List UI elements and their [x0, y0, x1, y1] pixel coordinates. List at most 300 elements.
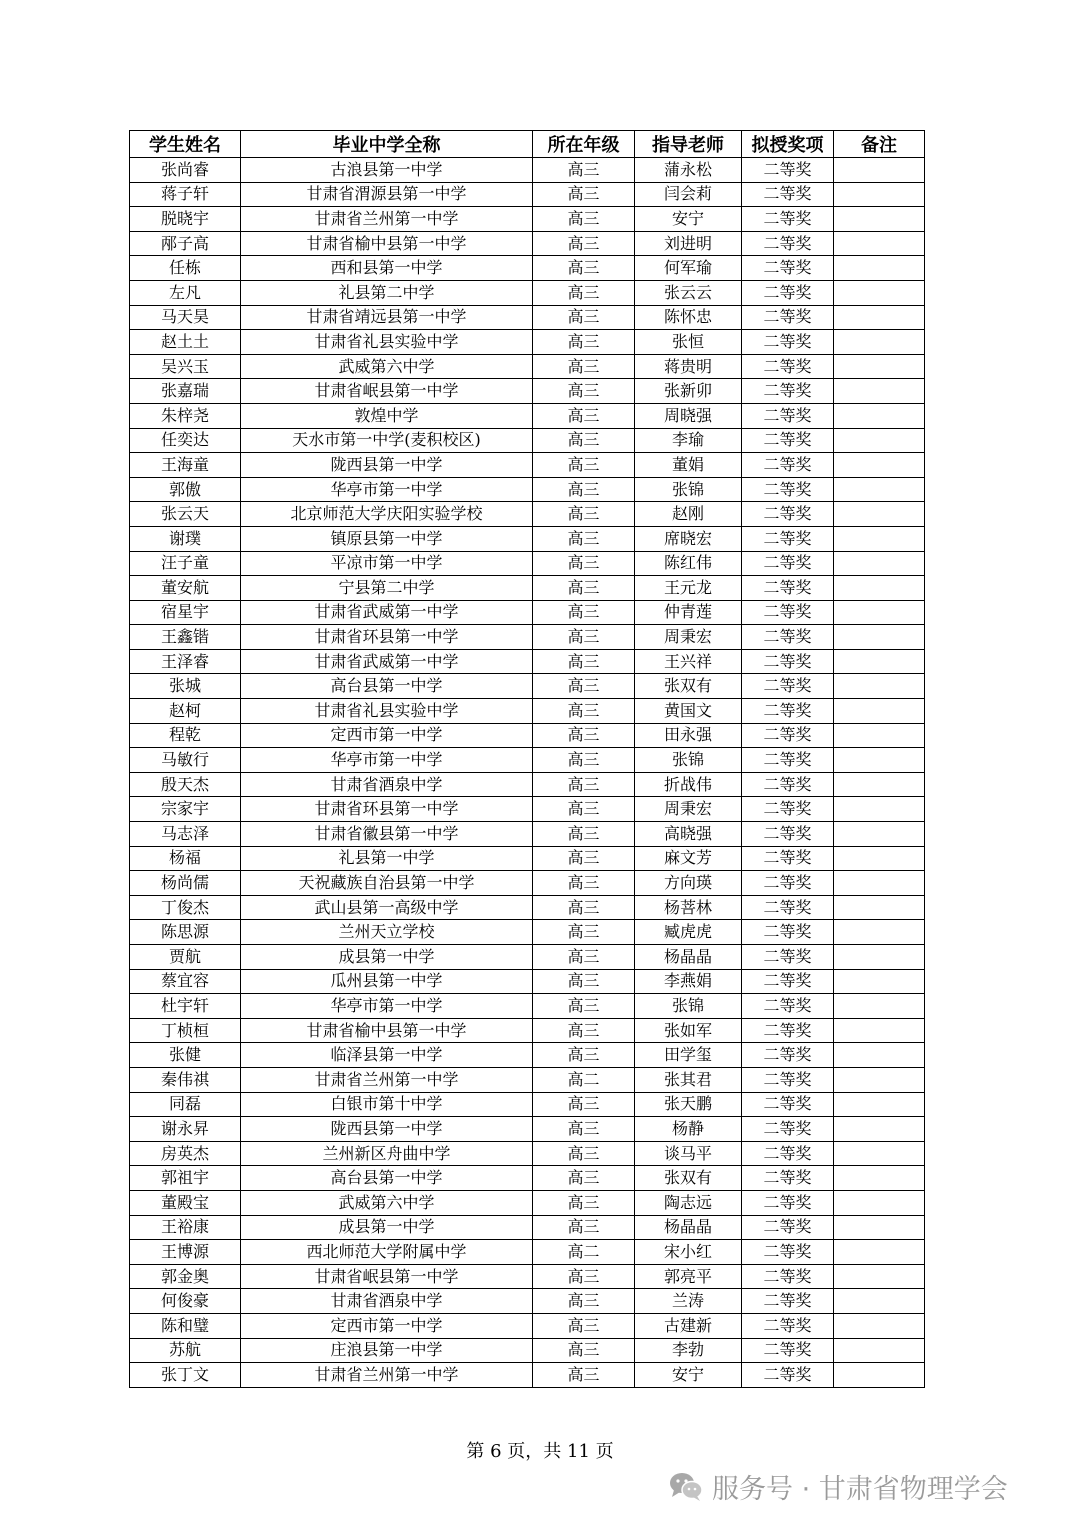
- cell-grade: 高三: [533, 1338, 635, 1363]
- cell-student-name: 杜宇轩: [130, 994, 241, 1019]
- cell-school: 武山县第一高级中学: [241, 895, 533, 920]
- watermark-text: 服务号 · 甘肃省物理学会: [712, 1473, 1008, 1505]
- cell-student-name: 陈思源: [130, 920, 241, 945]
- cell-grade: 高三: [533, 969, 635, 994]
- table-row: [130, 772, 925, 797]
- cell-school: 成县第一中学: [241, 1215, 533, 1240]
- table-row: [130, 379, 925, 404]
- cell-award: 二等奖: [742, 772, 834, 797]
- header-award: 拟授奖项: [742, 131, 834, 158]
- cell-remarks: [834, 1363, 925, 1388]
- cell-teacher: 刘进明: [635, 231, 742, 256]
- cell-student-name: 马志泽: [130, 822, 241, 847]
- cell-teacher: 陶志远: [635, 1190, 742, 1215]
- table-row: [130, 600, 925, 625]
- cell-remarks: [834, 551, 925, 576]
- cell-remarks: [834, 846, 925, 871]
- cell-award: 二等奖: [742, 1043, 834, 1068]
- cell-student-name: 董安航: [130, 576, 241, 601]
- cell-student-name: 苏航: [130, 1338, 241, 1363]
- cell-remarks: [834, 330, 925, 355]
- cell-school: 天水市第一中学(麦积校区): [241, 428, 533, 453]
- cell-student-name: 宗家宇: [130, 797, 241, 822]
- cell-student-name: 邴子高: [130, 231, 241, 256]
- cell-remarks: [834, 158, 925, 183]
- table-row: [130, 576, 925, 601]
- cell-award: 二等奖: [742, 1313, 834, 1338]
- table-row: [130, 231, 925, 256]
- cell-school: 华亭市第一中学: [241, 477, 533, 502]
- cell-school: 甘肃省酒泉中学: [241, 772, 533, 797]
- cell-school: 陇西县第一中学: [241, 453, 533, 478]
- cell-teacher: 周晓强: [635, 403, 742, 428]
- cell-grade: 高三: [533, 871, 635, 896]
- cell-remarks: [834, 699, 925, 724]
- cell-award: 二等奖: [742, 280, 834, 305]
- cell-student-name: 任栋: [130, 256, 241, 281]
- cell-award: 二等奖: [742, 1117, 834, 1142]
- table-row: [130, 280, 925, 305]
- cell-school: 甘肃省武威第一中学: [241, 600, 533, 625]
- cell-school: 高台县第一中学: [241, 674, 533, 699]
- cell-student-name: 郭金奥: [130, 1264, 241, 1289]
- cell-remarks: [834, 526, 925, 551]
- cell-grade: 高三: [533, 772, 635, 797]
- cell-student-name: 同磊: [130, 1092, 241, 1117]
- cell-teacher: 麻文芳: [635, 846, 742, 871]
- cell-grade: 高三: [533, 1166, 635, 1191]
- cell-student-name: 贾航: [130, 945, 241, 970]
- cell-teacher: 张天鹏: [635, 1092, 742, 1117]
- cell-grade: 高三: [533, 625, 635, 650]
- table-row: [130, 453, 925, 478]
- cell-remarks: [834, 649, 925, 674]
- cell-school: 高台县第一中学: [241, 1166, 533, 1191]
- cell-school: 甘肃省岷县第一中学: [241, 379, 533, 404]
- cell-remarks: [834, 797, 925, 822]
- cell-grade: 高三: [533, 920, 635, 945]
- cell-school: 武威第六中学: [241, 354, 533, 379]
- cell-school: 古浪县第一中学: [241, 158, 533, 183]
- table-row: [130, 625, 925, 650]
- cell-remarks: [834, 871, 925, 896]
- cell-school: 甘肃省靖远县第一中学: [241, 305, 533, 330]
- cell-school: 北京师范大学庆阳实验学校: [241, 502, 533, 527]
- cell-award: 二等奖: [742, 379, 834, 404]
- cell-school: 甘肃省兰州第一中学: [241, 1363, 533, 1388]
- cell-student-name: 吴兴玉: [130, 354, 241, 379]
- cell-school: 西和县第一中学: [241, 256, 533, 281]
- cell-remarks: [834, 403, 925, 428]
- cell-award: 二等奖: [742, 158, 834, 183]
- cell-grade: 高三: [533, 502, 635, 527]
- cell-student-name: 马天昊: [130, 305, 241, 330]
- cell-student-name: 蔡宜容: [130, 969, 241, 994]
- table-row: [130, 1117, 925, 1142]
- cell-award: 二等奖: [742, 649, 834, 674]
- cell-remarks: [834, 625, 925, 650]
- cell-student-name: 何俊豪: [130, 1289, 241, 1314]
- cell-remarks: [834, 748, 925, 773]
- cell-remarks: [834, 945, 925, 970]
- cell-student-name: 张健: [130, 1043, 241, 1068]
- cell-remarks: [834, 920, 925, 945]
- cell-grade: 高三: [533, 994, 635, 1019]
- cell-school: 甘肃省环县第一中学: [241, 625, 533, 650]
- cell-grade: 高三: [533, 699, 635, 724]
- cell-grade: 高二: [533, 1240, 635, 1265]
- cell-award: 二等奖: [742, 822, 834, 847]
- cell-award: 二等奖: [742, 1264, 834, 1289]
- table-row: [130, 1264, 925, 1289]
- cell-teacher: 杨菩林: [635, 895, 742, 920]
- cell-award: 二等奖: [742, 428, 834, 453]
- cell-award: 二等奖: [742, 1190, 834, 1215]
- cell-school: 甘肃省岷县第一中学: [241, 1264, 533, 1289]
- cell-award: 二等奖: [742, 969, 834, 994]
- cell-remarks: [834, 502, 925, 527]
- table-row: [130, 1067, 925, 1092]
- table-row: [130, 1338, 925, 1363]
- cell-grade: 高三: [533, 231, 635, 256]
- cell-student-name: 左凡: [130, 280, 241, 305]
- cell-school: 兰州天立学校: [241, 920, 533, 945]
- cell-grade: 高三: [533, 428, 635, 453]
- table-row: [130, 330, 925, 355]
- cell-school: 甘肃省兰州第一中学: [241, 207, 533, 232]
- cell-student-name: 秦伟祺: [130, 1067, 241, 1092]
- cell-grade: 高三: [533, 649, 635, 674]
- cell-grade: 高三: [533, 403, 635, 428]
- cell-grade: 高三: [533, 1018, 635, 1043]
- table-row: [130, 1313, 925, 1338]
- cell-grade: 高三: [533, 158, 635, 183]
- cell-award: 二等奖: [742, 231, 834, 256]
- cell-teacher: 黄国文: [635, 699, 742, 724]
- cell-remarks: [834, 1043, 925, 1068]
- cell-school: 临泽县第一中学: [241, 1043, 533, 1068]
- table-row: [130, 207, 925, 232]
- cell-grade: 高三: [533, 280, 635, 305]
- table-row: [130, 1240, 925, 1265]
- cell-teacher: 杨晶晶: [635, 945, 742, 970]
- cell-school: 武威第六中学: [241, 1190, 533, 1215]
- cell-award: 二等奖: [742, 699, 834, 724]
- cell-award: 二等奖: [742, 207, 834, 232]
- table-row: [130, 502, 925, 527]
- cell-teacher: 闫会莉: [635, 182, 742, 207]
- cell-remarks: [834, 280, 925, 305]
- table-row: [130, 1190, 925, 1215]
- cell-grade: 高二: [533, 1067, 635, 1092]
- header-grade: 所在年级: [533, 131, 635, 158]
- table-row: [130, 871, 925, 896]
- cell-grade: 高三: [533, 477, 635, 502]
- cell-remarks: [834, 1166, 925, 1191]
- cell-teacher: 蒲永松: [635, 158, 742, 183]
- cell-grade: 高三: [533, 1313, 635, 1338]
- cell-grade: 高三: [533, 207, 635, 232]
- cell-teacher: 王兴祥: [635, 649, 742, 674]
- cell-teacher: 李瑜: [635, 428, 742, 453]
- cell-award: 二等奖: [742, 1018, 834, 1043]
- cell-grade: 高三: [533, 895, 635, 920]
- cell-remarks: [834, 1092, 925, 1117]
- cell-student-name: 王泽睿: [130, 649, 241, 674]
- cell-school: 宁县第二中学: [241, 576, 533, 601]
- cell-teacher: 张新卯: [635, 379, 742, 404]
- cell-award: 二等奖: [742, 895, 834, 920]
- cell-grade: 高三: [533, 379, 635, 404]
- cell-award: 二等奖: [742, 551, 834, 576]
- cell-student-name: 赵土土: [130, 330, 241, 355]
- cell-award: 二等奖: [742, 256, 834, 281]
- cell-teacher: 周秉宏: [635, 625, 742, 650]
- cell-student-name: 张云天: [130, 502, 241, 527]
- cell-award: 二等奖: [742, 1363, 834, 1388]
- cell-remarks: [834, 969, 925, 994]
- cell-school: 敦煌中学: [241, 403, 533, 428]
- cell-award: 二等奖: [742, 1240, 834, 1265]
- cell-remarks: [834, 822, 925, 847]
- cell-student-name: 张城: [130, 674, 241, 699]
- table-row: [130, 1215, 925, 1240]
- table-row: [130, 403, 925, 428]
- cell-student-name: 张尚睿: [130, 158, 241, 183]
- cell-student-name: 郭傲: [130, 477, 241, 502]
- cell-school: 瓜州县第一中学: [241, 969, 533, 994]
- cell-teacher: 田学玺: [635, 1043, 742, 1068]
- cell-teacher: 方向瑛: [635, 871, 742, 896]
- header-teacher: 指导老师: [635, 131, 742, 158]
- cell-teacher: 杨静: [635, 1117, 742, 1142]
- cell-teacher: 宋小红: [635, 1240, 742, 1265]
- header-remarks: 备注: [834, 131, 925, 158]
- table-header-row: [130, 131, 925, 158]
- cell-grade: 高三: [533, 182, 635, 207]
- cell-grade: 高三: [533, 1141, 635, 1166]
- cell-award: 二等奖: [742, 1289, 834, 1314]
- cell-student-name: 张丁文: [130, 1363, 241, 1388]
- cell-school: 陇西县第一中学: [241, 1117, 533, 1142]
- cell-remarks: [834, 477, 925, 502]
- cell-teacher: 张如军: [635, 1018, 742, 1043]
- cell-school: 定西市第一中学: [241, 1313, 533, 1338]
- cell-grade: 高三: [533, 576, 635, 601]
- cell-award: 二等奖: [742, 1141, 834, 1166]
- cell-student-name: 杨福: [130, 846, 241, 871]
- cell-grade: 高三: [533, 1289, 635, 1314]
- cell-teacher: 张双有: [635, 1166, 742, 1191]
- cell-grade: 高三: [533, 1092, 635, 1117]
- cell-award: 二等奖: [742, 920, 834, 945]
- cell-remarks: [834, 207, 925, 232]
- cell-grade: 高三: [533, 1215, 635, 1240]
- cell-school: 镇原县第一中学: [241, 526, 533, 551]
- cell-grade: 高三: [533, 723, 635, 748]
- header-school: 毕业中学全称: [241, 131, 533, 158]
- cell-award: 二等奖: [742, 871, 834, 896]
- table-row: [130, 846, 925, 871]
- table-row: [130, 945, 925, 970]
- cell-teacher: 谈马平: [635, 1141, 742, 1166]
- cell-grade: 高三: [533, 600, 635, 625]
- table-row: [130, 674, 925, 699]
- cell-student-name: 王海童: [130, 453, 241, 478]
- cell-award: 二等奖: [742, 1215, 834, 1240]
- table-row: [130, 920, 925, 945]
- cell-grade: 高三: [533, 674, 635, 699]
- cell-grade: 高三: [533, 526, 635, 551]
- cell-school: 礼县第二中学: [241, 280, 533, 305]
- cell-remarks: [834, 354, 925, 379]
- table-row: [130, 305, 925, 330]
- table-row: [130, 354, 925, 379]
- cell-grade: 高三: [533, 1363, 635, 1388]
- table-row: [130, 822, 925, 847]
- cell-teacher: 安宁: [635, 1363, 742, 1388]
- table-row: [130, 699, 925, 724]
- cell-teacher: 何军瑜: [635, 256, 742, 281]
- cell-teacher: 兰涛: [635, 1289, 742, 1314]
- table-row: [130, 1043, 925, 1068]
- cell-remarks: [834, 1067, 925, 1092]
- cell-school: 成县第一中学: [241, 945, 533, 970]
- cell-remarks: [834, 256, 925, 281]
- cell-award: 二等奖: [742, 945, 834, 970]
- cell-remarks: [834, 772, 925, 797]
- cell-award: 二等奖: [742, 305, 834, 330]
- cell-teacher: 杨晶晶: [635, 1215, 742, 1240]
- cell-remarks: [834, 674, 925, 699]
- cell-teacher: 张云云: [635, 280, 742, 305]
- cell-school: 甘肃省兰州第一中学: [241, 1067, 533, 1092]
- table-row: [130, 551, 925, 576]
- cell-student-name: 谢永昇: [130, 1117, 241, 1142]
- cell-teacher: 陈红伟: [635, 551, 742, 576]
- cell-award: 二等奖: [742, 526, 834, 551]
- cell-award: 二等奖: [742, 846, 834, 871]
- cell-teacher: 蒋贵明: [635, 354, 742, 379]
- cell-remarks: [834, 1338, 925, 1363]
- cell-student-name: 杨尚儒: [130, 871, 241, 896]
- cell-remarks: [834, 1313, 925, 1338]
- cell-teacher: 张其君: [635, 1067, 742, 1092]
- cell-student-name: 汪子童: [130, 551, 241, 576]
- table-row: [130, 256, 925, 281]
- cell-student-name: 郭祖宇: [130, 1166, 241, 1191]
- cell-grade: 高三: [533, 1264, 635, 1289]
- cell-school: 平凉市第一中学: [241, 551, 533, 576]
- cell-school: 定西市第一中学: [241, 723, 533, 748]
- cell-remarks: [834, 453, 925, 478]
- table-row: [130, 1018, 925, 1043]
- cell-award: 二等奖: [742, 182, 834, 207]
- cell-school: 甘肃省礼县实验中学: [241, 699, 533, 724]
- cell-teacher: 李勃: [635, 1338, 742, 1363]
- cell-teacher: 席晓宏: [635, 526, 742, 551]
- table-row: [130, 182, 925, 207]
- cell-student-name: 王鑫锴: [130, 625, 241, 650]
- table-row: [130, 158, 925, 183]
- cell-school: 甘肃省徽县第一中学: [241, 822, 533, 847]
- cell-school: 西北师范大学附属中学: [241, 1240, 533, 1265]
- cell-student-name: 房英杰: [130, 1141, 241, 1166]
- cell-teacher: 陈怀忠: [635, 305, 742, 330]
- cell-student-name: 程乾: [130, 723, 241, 748]
- cell-remarks: [834, 231, 925, 256]
- table-row: [130, 1092, 925, 1117]
- cell-teacher: 张双有: [635, 674, 742, 699]
- cell-grade: 高三: [533, 305, 635, 330]
- cell-grade: 高三: [533, 1190, 635, 1215]
- cell-grade: 高三: [533, 330, 635, 355]
- cell-teacher: 王元龙: [635, 576, 742, 601]
- cell-school: 甘肃省武威第一中学: [241, 649, 533, 674]
- cell-school: 甘肃省礼县实验中学: [241, 330, 533, 355]
- cell-school: 兰州新区舟曲中学: [241, 1141, 533, 1166]
- cell-remarks: [834, 1018, 925, 1043]
- cell-student-name: 张嘉瑞: [130, 379, 241, 404]
- cell-student-name: 朱梓尧: [130, 403, 241, 428]
- cell-award: 二等奖: [742, 330, 834, 355]
- cell-teacher: 赵刚: [635, 502, 742, 527]
- cell-school: 天祝藏族自治县第一中学: [241, 871, 533, 896]
- cell-award: 二等奖: [742, 1166, 834, 1191]
- cell-student-name: 宿星宇: [130, 600, 241, 625]
- cell-grade: 高三: [533, 1117, 635, 1142]
- cell-teacher: 郭亮平: [635, 1264, 742, 1289]
- watermark: [668, 1466, 1008, 1506]
- table-row: [130, 428, 925, 453]
- cell-teacher: 田永强: [635, 723, 742, 748]
- cell-award: 二等奖: [742, 748, 834, 773]
- wechat-icon: [668, 1470, 704, 1502]
- table-row: [130, 1141, 925, 1166]
- cell-grade: 高三: [533, 551, 635, 576]
- cell-student-name: 脱晓宇: [130, 207, 241, 232]
- table-body: [130, 158, 925, 1388]
- cell-school: 白银市第十中学: [241, 1092, 533, 1117]
- table-row: [130, 649, 925, 674]
- cell-remarks: [834, 1289, 925, 1314]
- cell-teacher: 周秉宏: [635, 797, 742, 822]
- table-row: [130, 797, 925, 822]
- cell-student-name: 殷天杰: [130, 772, 241, 797]
- table-row: [130, 1289, 925, 1314]
- cell-school: 甘肃省环县第一中学: [241, 797, 533, 822]
- cell-award: 二等奖: [742, 625, 834, 650]
- cell-student-name: 董殿宝: [130, 1190, 241, 1215]
- header-student-name: 学生姓名: [130, 131, 241, 158]
- cell-teacher: 张锦: [635, 994, 742, 1019]
- table-row: [130, 748, 925, 773]
- cell-remarks: [834, 994, 925, 1019]
- cell-award: 二等奖: [742, 797, 834, 822]
- cell-remarks: [834, 600, 925, 625]
- cell-student-name: 任奕达: [130, 428, 241, 453]
- cell-grade: 高三: [533, 256, 635, 281]
- cell-grade: 高三: [533, 846, 635, 871]
- cell-remarks: [834, 723, 925, 748]
- cell-remarks: [834, 895, 925, 920]
- table-row: [130, 723, 925, 748]
- cell-teacher: 古建新: [635, 1313, 742, 1338]
- cell-award: 二等奖: [742, 502, 834, 527]
- cell-award: 二等奖: [742, 674, 834, 699]
- table-row: [130, 477, 925, 502]
- cell-award: 二等奖: [742, 1092, 834, 1117]
